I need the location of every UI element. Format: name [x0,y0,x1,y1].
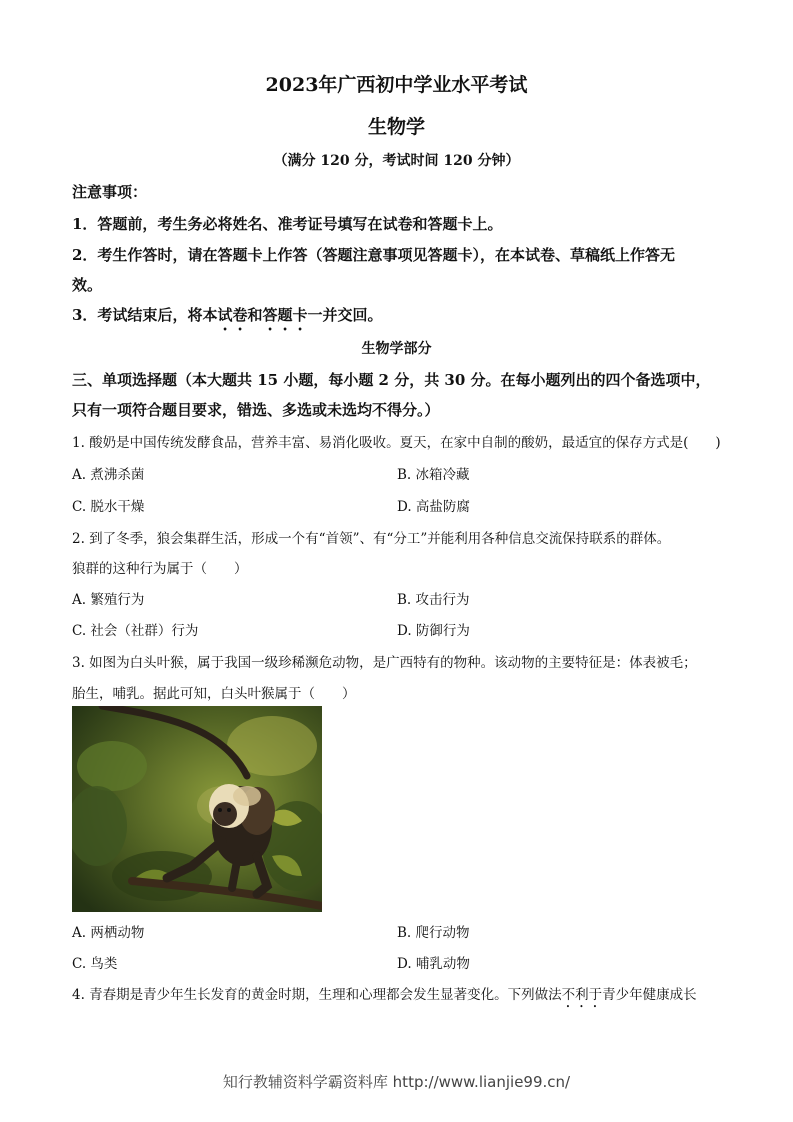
question-2-stem-cont: 狼群的这种行为属于（ ） [72,561,248,577]
subject-title: 生物学 [367,116,425,138]
part-heading-line-2: 只有一项符合题目要求，错选、多选或未选均不得分。） [72,401,440,419]
question-3-option-b: B. 爬行动物 [397,925,470,941]
question-1-option-d: D. 高盐防腐 [397,499,470,515]
instruction-item-1: 1．答题前，考生务必将姓名、准考证号填写在试卷和答题卡上。 [72,215,503,233]
exam-title: 2023年广西初中学业水平考试 [265,74,528,96]
exam-note: （满分 120 分，考试时间 120 分钟） [273,153,520,169]
question-4-stem [72,983,697,1011]
emphasis-not-beneficial: 不利于 [561,987,603,1003]
footer-watermark: 知行教辅资料学霸资料库 http://www.lianjie99.cn/ [222,1073,571,1091]
section-title: 生物学部分 [361,341,432,357]
emphasis-exam-paper: 试卷 [217,306,248,324]
instruction-item-3-pre: 3．考试结束后，将本 [72,306,218,324]
part-heading-line-1: 三、单项选择题（本大题共 15 小题，每小题 2 分，共 30 分。在每小题列出的四个备选项中， [72,371,711,389]
question-3-stem: 3. 如图为白头叶猴，属于我国一级珍稀濒危动物，是广西特有的物种。该动物的主要特征是：体表被毛； [72,655,697,671]
question-4-stem-pre: 4. 青春期是青少年生长发育的黄金时期，生理和心理都会发生显著变化。下列做法 [72,987,562,1003]
instructions-heading: 注意事项： [72,183,148,201]
question-1-stem: 1. 酸奶是中国传统发酵食品，营养丰富、易消化吸收。夏天，在家中自制的酸奶，最适宜的保存方式是( ) [72,435,721,451]
question-3-option-d: D. 哺乳动物 [397,956,470,972]
question-1-option-c: C. 脱水干燥 [72,499,145,515]
white-headed-langur-photo [72,706,322,912]
question-2-option-d: D. 防御行为 [397,623,470,639]
emphasis-answer-card: 答题卡 [262,306,308,324]
question-4-stem-post: 青少年健康成长 [602,987,697,1003]
question-2-stem: 2. 到了冬季，狼会集群生活，形成一个有“首领”、有“分工”并能利用各种信息交流保持联系的群体。 [72,531,671,547]
question-1-option-a: A. 煮沸杀菌 [72,467,145,483]
instruction-item-3 [72,304,383,334]
instruction-item-3-post: 一并交回。 [307,306,383,324]
question-3-option-c: C. 鸟类 [72,956,118,972]
instruction-item-2-cont: 效。 [72,276,103,294]
question-2-option-b: B. 攻击行为 [397,592,470,608]
question-3-stem-cont: 胎生，哺乳。据此可知，白头叶猴属于（ ） [72,686,356,702]
question-3-option-a: A. 两栖动物 [72,925,145,941]
question-2-option-a: A. 繁殖行为 [72,592,145,608]
instruction-item-3-mid: 和 [247,306,263,324]
question-1-option-b: B. 冰箱冷藏 [397,467,470,483]
instruction-item-2: 2．考生作答时，请在答题卡上作答（答题注意事项见答题卡），在本试卷、草稿纸上作答无 [72,246,675,264]
question-2-option-c: C. 社会（社群）行为 [72,623,199,639]
